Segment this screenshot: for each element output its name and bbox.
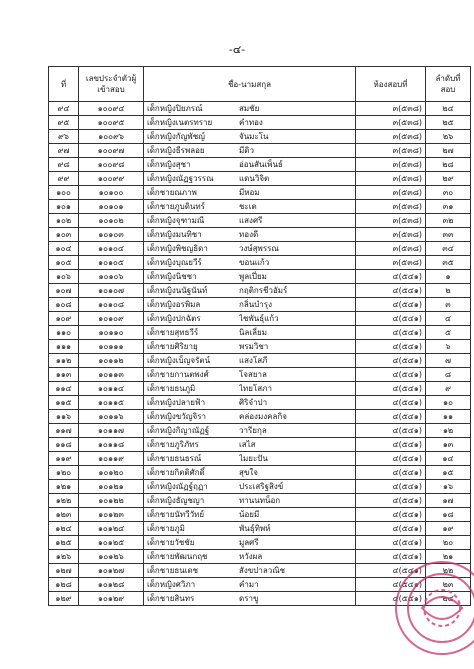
row-last-name: ประเสริฐสิงข์ [239, 482, 284, 491]
row-no: ๑๐๙ [49, 312, 79, 326]
table-row [49, 312, 471, 326]
row-last-name: เสไส [239, 440, 256, 449]
row-last-name: คำมา [239, 580, 259, 589]
table-row [49, 354, 471, 368]
row-name [144, 326, 356, 340]
row-first-name: เด็กชายภูมิ [147, 524, 185, 533]
row-exam-id: ๑๐๑๑๖ [79, 410, 144, 424]
row-order: ๑๑ [426, 410, 471, 424]
row-exam-id: ๑๐๑๐๑ [79, 200, 144, 214]
row-no: ๙๘ [49, 158, 79, 172]
row-name [144, 480, 356, 494]
row-no: ๙๕ [49, 116, 79, 130]
row-name [144, 172, 356, 186]
row-room: ๔(๕๔๑) [356, 410, 426, 424]
table-row [49, 452, 471, 466]
row-order: ๔ [426, 312, 471, 326]
table-row [49, 144, 471, 158]
row-room: ๔(๕๔๑) [356, 284, 426, 298]
row-name [144, 312, 356, 326]
row-no: ๑๒๐ [49, 466, 79, 480]
row-last-name: พูลเปี่ยม [239, 272, 267, 281]
table-row [49, 438, 471, 452]
row-name [144, 592, 356, 606]
row-last-name: ชะเต [239, 202, 257, 211]
row-exam-id: ๑๐๑๐๔ [79, 242, 144, 256]
row-first-name: เด็กชายสินทร [147, 594, 195, 603]
row-room: ๔(๕๔๑) [356, 578, 426, 592]
row-room: ๓(๕๓๘) [356, 242, 426, 256]
row-order: ๑๖ [426, 480, 471, 494]
row-room: ๔(๕๔๑) [356, 550, 426, 564]
row-first-name: เด็กหญิงนิชชา [147, 272, 197, 281]
row-exam-id: ๑๐๑๐๖ [79, 270, 144, 284]
row-first-name: เด็กชายณภาพ [147, 188, 197, 197]
table-row [49, 228, 471, 242]
row-no: ๑๒๗ [49, 564, 79, 578]
row-last-name: สมชัย [239, 104, 260, 113]
header-no: ที่ [49, 67, 79, 102]
row-last-name: หวังผล [239, 552, 263, 561]
row-exam-id: ๑๐๑๑๗ [79, 424, 144, 438]
row-exam-id: ๑๐๐๙๘ [79, 158, 144, 172]
row-first-name: เด็กหญิงเบ็ญจรัตน์ [147, 356, 211, 365]
row-first-name: เด็กชายพัฒนกฤช [147, 552, 208, 561]
row-first-name: เด็กหญิงปกฉัตร [147, 314, 201, 323]
row-no: ๑๐๗ [49, 284, 79, 298]
row-first-name: เด็กหญิงศวิภา [147, 580, 196, 589]
row-order: ๙ [426, 382, 471, 396]
row-room: ๓(๕๓๘) [356, 228, 426, 242]
row-last-name: คล่องมงคลกิจ [239, 412, 287, 421]
row-first-name: เด็กชายธนธรณ์ [147, 454, 202, 463]
row-first-name: เด็กชายกานตพงศ์ [147, 370, 209, 379]
row-no: ๑๑๖ [49, 410, 79, 424]
row-name [144, 494, 356, 508]
row-first-name: เด็กหญิงมนทิชา [147, 230, 202, 239]
row-last-name: ดราขู [239, 594, 259, 603]
row-exam-id: ๑๐๑๐๗ [79, 284, 144, 298]
row-order: ๓ [426, 298, 471, 312]
row-room: ๓(๕๓๘) [356, 102, 426, 116]
row-no: ๑๑๑ [49, 340, 79, 354]
row-exam-id: ๑๐๑๐๐ [79, 186, 144, 200]
row-room: ๔(๕๔๑) [356, 466, 426, 480]
row-first-name: เด็กชายภูริภัทร [147, 440, 199, 449]
row-name [144, 228, 356, 242]
table-row [49, 298, 471, 312]
row-room: ๓(๕๓๘) [356, 130, 426, 144]
header-order: ลำดับที่สอบ [426, 67, 471, 102]
row-exam-id: ๑๐๐๙๙ [79, 172, 144, 186]
header-exam-id: เลขประจำตัวผู้เข้าสอบ [79, 67, 144, 102]
row-last-name: อ่อนสันเพ็นธ์ [239, 160, 283, 169]
row-room: ๓(๕๓๘) [356, 144, 426, 158]
row-last-name: น้อยมี [239, 510, 260, 519]
row-name [144, 396, 356, 410]
row-exam-id: ๑๐๐๙๖ [79, 130, 144, 144]
table-row [49, 186, 471, 200]
row-order: ๓๔ [426, 242, 471, 256]
row-room: ๓(๕๓๘) [356, 214, 426, 228]
row-order: ๓๕ [426, 256, 471, 270]
row-exam-id: ๑๐๑๒๗ [79, 564, 144, 578]
row-name [144, 144, 356, 158]
row-name [144, 466, 356, 480]
row-no: ๑๒๘ [49, 578, 79, 592]
row-room: ๓(๕๓๘) [356, 172, 426, 186]
table-row [49, 200, 471, 214]
row-room: ๔(๕๔๑) [356, 508, 426, 522]
row-last-name: มูลศรี [239, 538, 259, 547]
row-exam-id: ๑๐๐๙๔ [79, 102, 144, 116]
row-last-name: มีดิว [239, 146, 254, 155]
row-name [144, 382, 356, 396]
row-order: ๕ [426, 326, 471, 340]
row-order: ๒๐ [426, 536, 471, 550]
table-row [49, 536, 471, 550]
row-order: ๒๕ [426, 116, 471, 130]
row-order: ๒๓ [426, 578, 471, 592]
row-order: ๑ [426, 270, 471, 284]
row-name [144, 578, 356, 592]
row-name [144, 256, 356, 270]
row-name [144, 564, 356, 578]
row-first-name: เด็กหญิงธัญชญา [147, 496, 205, 505]
row-no: ๑๒๓ [49, 508, 79, 522]
row-no: ๑๒๒ [49, 494, 79, 508]
row-first-name: เด็กหญิงขวัญจิรา [147, 412, 207, 421]
row-exam-id: ๑๐๑๑๑ [79, 340, 144, 354]
row-order: ๒๗ [426, 144, 471, 158]
row-name [144, 368, 356, 382]
table-row [49, 256, 471, 270]
row-order: ๓๐ [426, 186, 471, 200]
table-row [49, 522, 471, 536]
row-order: ๓๒ [426, 214, 471, 228]
row-name [144, 340, 356, 354]
row-first-name: เด็กหญิงอรพิมล [147, 300, 201, 309]
row-no: ๑๒๑ [49, 480, 79, 494]
row-name [144, 284, 356, 298]
row-last-name: แสงโสภี [239, 356, 268, 365]
row-last-name: วงษ์สุพรรณ [239, 244, 279, 253]
row-name [144, 452, 356, 466]
row-no: ๑๐๔ [49, 242, 79, 256]
table-row [49, 172, 471, 186]
table-row [49, 410, 471, 424]
row-exam-id: ๑๐๑๑๐ [79, 326, 144, 340]
row-last-name: ไมยะปัน [239, 454, 268, 463]
row-first-name: เด็กชายนัทวีวัทย์ [147, 510, 205, 519]
row-order: ๑๔ [426, 452, 471, 466]
row-first-name: เด็กหญิงบุณยวีร์ [147, 258, 202, 267]
row-name [144, 298, 356, 312]
row-order: ๒๔ [426, 102, 471, 116]
row-first-name: เด็กชายธนเดช [147, 566, 199, 575]
row-name [144, 270, 356, 284]
row-room: ๔(๕๔๑) [356, 326, 426, 340]
row-room: ๔(๕๔๑) [356, 396, 426, 410]
row-name [144, 116, 356, 130]
row-first-name: เด็กชายภูบดินทร์ [147, 202, 205, 211]
table-row [49, 158, 471, 172]
row-room: ๔(๕๔๑) [356, 452, 426, 466]
row-exam-id: ๑๐๑๒๕ [79, 536, 144, 550]
row-exam-id: ๑๐๑๒๓ [79, 508, 144, 522]
row-exam-id: ๑๐๑๑๘ [79, 438, 144, 452]
row-order: ๒๙ [426, 172, 471, 186]
row-name [144, 508, 356, 522]
row-room: ๔(๕๔๑) [356, 564, 426, 578]
row-no: ๑๐๐ [49, 186, 79, 200]
row-room: ๔(๕๔๑) [356, 298, 426, 312]
row-no: ๑๑๐ [49, 326, 79, 340]
row-last-name: กฤติกรชีวอัมร์ [239, 286, 288, 295]
row-name [144, 354, 356, 368]
row-room: ๔(๕๔๑) [356, 536, 426, 550]
row-name [144, 438, 356, 452]
row-order: ๒๖ [426, 130, 471, 144]
row-exam-id: ๑๐๑๑๔ [79, 382, 144, 396]
row-name [144, 550, 356, 564]
row-exam-id: ๑๐๑๒๙ [79, 592, 144, 606]
row-first-name: เด็กหญิงนนัฐนันท์ [147, 286, 208, 295]
row-order: ๓๑ [426, 200, 471, 214]
table-row [49, 508, 471, 522]
row-room: ๔(๕๔๑) [356, 480, 426, 494]
row-first-name: เด็กหญิงเนตรทราย [147, 118, 213, 127]
row-last-name: พันธุ์ทิพห์ [239, 524, 271, 533]
row-order: ๖ [426, 340, 471, 354]
row-order: ๑๓ [426, 438, 471, 452]
row-order: ๑๗ [426, 494, 471, 508]
row-last-name: คำทอง [239, 118, 263, 127]
row-no: ๑๑๗ [49, 424, 79, 438]
row-room: ๔(๕๔๑) [356, 438, 426, 452]
row-last-name: ไทยโสภา [239, 384, 272, 393]
row-first-name: เด็กหญิงกัญพัชญ์ [147, 132, 205, 141]
row-room: ๔(๕๔๑) [356, 354, 426, 368]
row-no: ๑๐๒ [49, 214, 79, 228]
row-last-name: โจสยาล [239, 370, 267, 379]
row-order: ๒๔ [426, 592, 471, 606]
row-name [144, 242, 356, 256]
row-room: ๓(๕๓๘) [356, 200, 426, 214]
row-exam-id: ๑๐๐๙๗ [79, 144, 144, 158]
row-room: ๔(๕๔๑) [356, 424, 426, 438]
row-last-name: มีหอม [239, 188, 260, 197]
row-first-name: เด็กหญิงธีรพลอย [147, 146, 205, 155]
table-row [49, 368, 471, 382]
row-order: ๒ [426, 284, 471, 298]
row-name [144, 200, 356, 214]
row-last-name: กลิ่นบำรุง [239, 300, 272, 309]
row-last-name: ขอนแก้ว [239, 258, 270, 267]
row-room: ๓(๕๓๘) [356, 256, 426, 270]
table-row [49, 396, 471, 410]
row-last-name: แสงศรี [239, 216, 263, 225]
row-first-name: เด็กหญิงณัฏฐ์ฤฏา [147, 482, 208, 491]
row-order: ๓๓ [426, 228, 471, 242]
table-row [49, 466, 471, 480]
row-name [144, 102, 356, 116]
row-name [144, 186, 356, 200]
school-seal-stamp [392, 558, 474, 658]
row-exam-id: ๑๐๑๑๙ [79, 452, 144, 466]
row-first-name: เด็กหญิงกิญาณัฏฐ์ [147, 426, 210, 435]
row-exam-id: ๑๐๑๑๓ [79, 368, 144, 382]
row-no: ๑๐๑ [49, 200, 79, 214]
table-row [49, 116, 471, 130]
row-order: ๑๘ [426, 508, 471, 522]
table-row [49, 424, 471, 438]
row-exam-id: ๑๐๐๙๕ [79, 116, 144, 130]
row-last-name: พรมวิชา [239, 342, 269, 351]
row-no: ๙๗ [49, 144, 79, 158]
row-order: ๑๐ [426, 396, 471, 410]
row-no: ๑๑๕ [49, 396, 79, 410]
row-first-name: เด็กชายกิตติศักดิ์ [147, 468, 205, 477]
row-room: ๔(๕๔๑) [356, 270, 426, 284]
row-last-name: สังขปาลวณิช [239, 566, 286, 575]
exam-seating-table [48, 66, 471, 606]
row-order: ๒๑ [426, 550, 471, 564]
row-name [144, 522, 356, 536]
row-no: ๑๑๒ [49, 354, 79, 368]
row-exam-id: ๑๐๑๒๘ [79, 578, 144, 592]
table-row [49, 326, 471, 340]
page-number: -๔- [228, 43, 246, 56]
row-exam-id: ๑๐๑๒๖ [79, 550, 144, 564]
row-exam-id: ๑๐๑๐๕ [79, 256, 144, 270]
row-no: ๑๐๖ [49, 270, 79, 284]
table-row [49, 214, 471, 228]
table-row [49, 102, 471, 116]
row-no: ๑๑๙ [49, 452, 79, 466]
row-order: ๒๒ [426, 564, 471, 578]
row-first-name: เด็กหญิงปิยภรณ์ [147, 104, 203, 113]
row-room: ๓(๕๓๘) [356, 158, 426, 172]
row-first-name: เด็กหญิงณัฏฐวรรณ [147, 174, 214, 183]
row-room: ๔(๕๔๑) [356, 592, 426, 606]
row-no: ๑๑๓ [49, 368, 79, 382]
row-no: ๑๒๙ [49, 592, 79, 606]
row-order: ๘ [426, 368, 471, 382]
row-exam-id: ๑๐๑๐๙ [79, 312, 144, 326]
row-no: ๙๔ [49, 102, 79, 116]
row-no: ๙๙ [49, 172, 79, 186]
row-last-name: สุขใจ [239, 468, 258, 477]
row-last-name: จันมะโน [239, 132, 269, 141]
row-no: ๙๖ [49, 130, 79, 144]
row-order: ๒๘ [426, 158, 471, 172]
row-exam-id: ๑๐๑๒๔ [79, 522, 144, 536]
row-exam-id: ๑๐๑๒๐ [79, 466, 144, 480]
row-last-name: แดนวิจิต [239, 174, 270, 183]
row-no: ๑๐๕ [49, 256, 79, 270]
row-first-name: เด็กหญิงปลายฟ้า [147, 398, 206, 407]
row-exam-id: ๑๐๑๐๘ [79, 298, 144, 312]
table-header-row [49, 67, 471, 102]
row-no: ๑๐๘ [49, 298, 79, 312]
row-order: ๑๕ [426, 466, 471, 480]
row-room: ๓(๕๓๘) [356, 186, 426, 200]
row-no: ๑๑๔ [49, 382, 79, 396]
table-row [49, 130, 471, 144]
row-room: ๔(๕๔๑) [356, 340, 426, 354]
row-first-name: เด็กชายสุทธวีร์ [147, 328, 199, 337]
row-last-name: วารียกุล [239, 426, 267, 435]
row-first-name: เด็กชายศิริยายุ [147, 342, 198, 351]
row-name [144, 214, 356, 228]
row-room: ๓(๕๓๘) [356, 116, 426, 130]
row-room: ๔(๕๔๑) [356, 368, 426, 382]
row-last-name: ศิริจำปา [239, 398, 268, 407]
row-exam-id: ๑๐๑๑๕ [79, 396, 144, 410]
row-first-name: เด็กชายวัชชัย [147, 538, 195, 547]
row-exam-id: ๑๐๑๒๑ [79, 480, 144, 494]
row-no: ๑๑๘ [49, 438, 79, 452]
row-room: ๔(๕๔๑) [356, 522, 426, 536]
row-room: ๔(๕๔๑) [356, 312, 426, 326]
row-first-name: เด็กหญิงสุชา [147, 160, 191, 169]
row-first-name: เด็กหญิงจุฑามณี [147, 216, 205, 225]
table-row [49, 270, 471, 284]
table-row [49, 284, 471, 298]
row-first-name: เด็กหญิงพิชญธิดา [147, 244, 208, 253]
table-row [49, 382, 471, 396]
row-room: ๔(๕๔๑) [356, 382, 426, 396]
header-name: ชื่อ-นามสกุล [144, 67, 356, 102]
row-order: ๗ [426, 354, 471, 368]
row-name [144, 158, 356, 172]
row-no: ๑๒๖ [49, 550, 79, 564]
row-name [144, 410, 356, 424]
table-row [49, 242, 471, 256]
row-last-name: ไชพันธุ์แก้ว [239, 314, 279, 323]
row-first-name: เด็กชายธนภูมิ [147, 384, 196, 393]
row-name [144, 130, 356, 144]
row-no: ๑๒๔ [49, 522, 79, 536]
row-exam-id: ๑๐๑๐๓ [79, 228, 144, 242]
table-row [49, 480, 471, 494]
header-room: ห้องสอบที่ [356, 67, 426, 102]
row-exam-id: ๑๐๑๒๒ [79, 494, 144, 508]
row-exam-id: ๑๐๑๐๒ [79, 214, 144, 228]
row-last-name: นิลเลี่ยม [239, 328, 267, 337]
row-last-name: ทานนทน็อก [239, 496, 281, 505]
row-order: ๑๙ [426, 522, 471, 536]
row-order: ๑๒ [426, 424, 471, 438]
row-no: ๑๒๕ [49, 536, 79, 550]
row-name [144, 536, 356, 550]
row-exam-id: ๑๐๑๑๒ [79, 354, 144, 368]
table-row [49, 340, 471, 354]
row-name [144, 424, 356, 438]
table-row [49, 494, 471, 508]
row-room: ๔(๕๔๑) [356, 494, 426, 508]
row-no: ๑๐๓ [49, 228, 79, 242]
row-last-name: ทองดี [239, 230, 259, 239]
